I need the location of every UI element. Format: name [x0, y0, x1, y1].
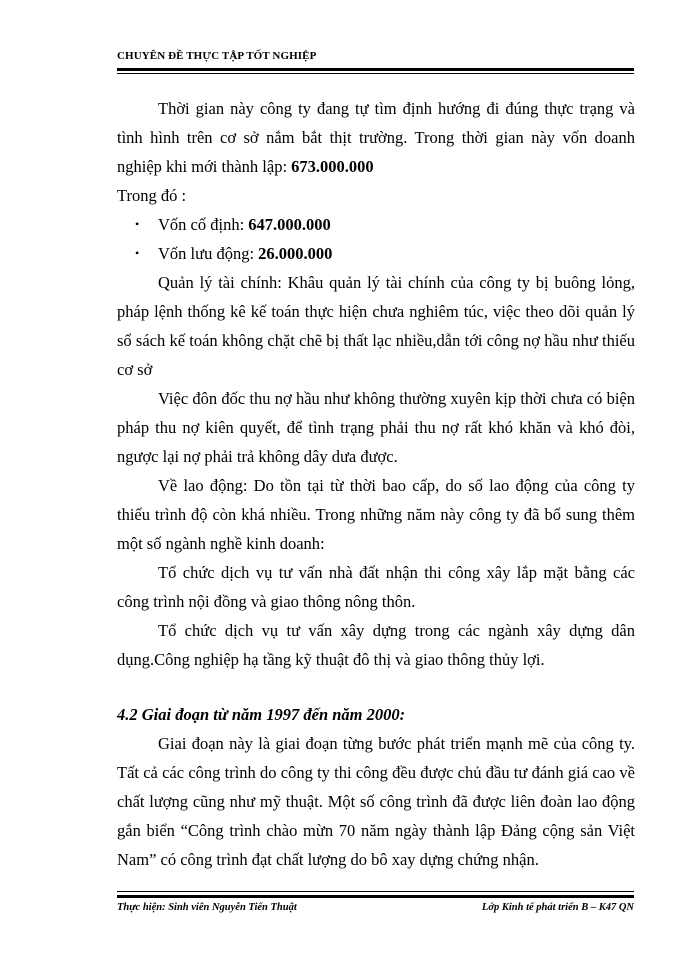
paragraph-2: Quản lý tài chính: Khâu quản lý tài chính của công ty bị buông lỏng, pháp lệnh thống kê kế toán thực hiện chưa nghiêm túc, việc theo dõi quản lý sổ sách kế toán không chặt chẽ bị thất lạc nhiều,dẫn tới công nợ hầu như thiếu cơ sở: [117, 273, 635, 379]
footer-author: Thực hiện: Sinh viên Nguyễn Tiến Thuật: [117, 902, 297, 913]
footer-class: Lớp Kinh tế phát triển B – K47 QN: [481, 902, 634, 913]
list-item: [117, 210, 635, 239]
paragraph-1: [117, 94, 635, 181]
bullet-icon: •: [135, 217, 140, 231]
list-item: [117, 239, 635, 268]
paragraph-5: Tổ chức dịch vụ tư vấn nhà đất nhận thi công xây lắp mặt bằng các công trình nội đồng và giao thông nông thôn.: [117, 563, 635, 611]
paragraph-6: Tổ chức dịch vụ tư vấn xây dựng trong các ngành xây dựng dân dụng.Công nghiệp hạ tầng kỹ thuật đô thị và giao thông thủy lợi.: [117, 621, 635, 669]
initial-capital-value: 673.000.000: [291, 157, 374, 176]
capital-list: [117, 210, 635, 268]
list-item-value: 647.000.000: [248, 215, 331, 234]
trong-do-label: Trong đó :: [117, 186, 187, 205]
paragraph-1-text: Thời gian này công ty đang tự tìm định hướng đi đúng thực trạng và tình hình trên cơ sở nắm bắt thịt trường. Trong thời gian này vốn doanh nghiệp khi mới thành lập:: [117, 99, 635, 176]
paragraph-4: Về lao động: Do tồn tại từ thời bao cấp, do số lao động của công ty thiếu trình độ còn khá nhiều. Trong những năm này công ty đã bổ sung thêm một số ngành nghề kinh doanh:: [117, 476, 635, 553]
header-rule-thin: [117, 73, 634, 74]
list-item-value: 26.000.000: [258, 244, 333, 263]
header-title: CHUYÊN ĐỀ THỰC TẬP TỐT NGHIỆP: [117, 50, 317, 62]
list-item-label: Vốn cố định:: [158, 215, 249, 234]
document-body: [117, 94, 635, 874]
header-rule-thick: [117, 68, 634, 71]
bullet-icon: •: [135, 246, 140, 260]
list-item-label: Vốn lưu động:: [158, 244, 259, 263]
section-heading: 4.2 Giai đoạn từ năm 1997 đến năm 2000:: [117, 705, 406, 724]
paragraph-3: Việc đôn đốc thu nợ hầu như không thường xuyên kịp thời chưa có biện pháp thu nợ kiên quyết, để tình trạng phải thu nợ rất khó khăn và khó đòi, ngược lại nợ phải trả không dây dưa được.: [117, 389, 635, 466]
footer-rule-thick: [117, 895, 634, 898]
paragraph-7: Giai đoạn này là giai đoạn từng bước phát triển mạnh mẽ của công ty. Tất cả các công trình do công ty thi công đều được chủ đầu tư đánh giá cao về chất lượng cũng như mỹ thuật. Một số công trình đã được liên đoàn lao động gắn biển “Công trình chào mừn 70 năm ngày thành lập Đảng cộng sản Việt Nam” có công trình đạt chất lượng do bô xay dựng chứng nhận.: [117, 734, 635, 869]
footer-rule-thin: [117, 891, 634, 892]
